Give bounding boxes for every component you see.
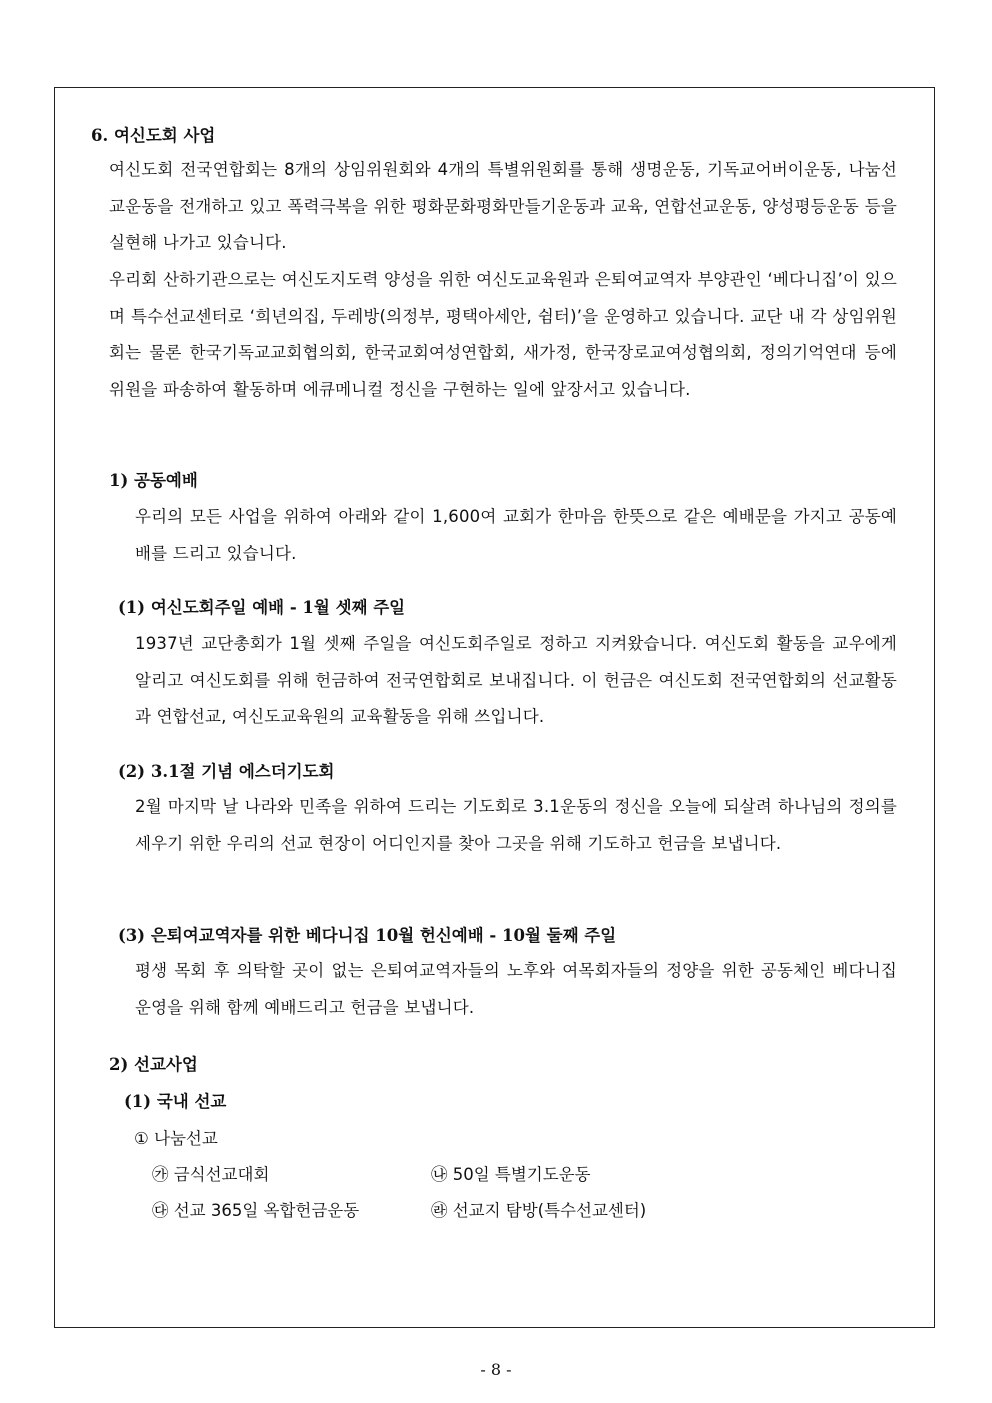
section-paragraph-1: 여신도회 전국연합회는 8개의 상임위원회와 4개의 특별위원회를 통해 생명운동, 기독교어버이운동, 나눔선교운동을 전개하고 있고 폭력극복을 위한 평화문화평화만들기운동과 교육, 연합선교운동, 양성평등운동 등을 실현해 나가고 있습니다. bbox=[109, 160, 897, 252]
worship-intro: 우리의 모든 사업을 위하여 아래와 같이 1,600여 교회가 한마음 한뜻으로 같은 예배문을 가지고 공동예배를 드리고 있습니다. bbox=[135, 507, 897, 563]
worship-item-3-title: (3) 은퇴여교역자를 위한 베다니집 10월 헌신예배 - 10월 둘째 주일 bbox=[118, 926, 617, 945]
mission-list-item-4: ㉱ 선교지 탐방(특수선교센터) bbox=[431, 1201, 647, 1220]
page-number: - 8 - bbox=[480, 1360, 512, 1379]
mission-title: 2) 선교사업 bbox=[109, 1055, 198, 1074]
worship-item-1-body: 1937년 교단총회가 1월 셋째 주일을 여신도회주일로 정하고 지켜왔습니다. 여신도회 활동을 교우에게 알리고 여신도회를 위해 헌금하여 전국연합회로 보내집니다. 이 헌금은 여신도회 전국연합회의 선교활동과 연합선교, 여신도교육원의 교육활동을 위해 쓰입니다. bbox=[135, 634, 897, 726]
mission-item-title: ① 나눔선교 bbox=[134, 1129, 218, 1148]
section-title: 6. 여신도회 사업 bbox=[91, 126, 216, 145]
mission-list-item-2: ㉯ 50일 특별기도운동 bbox=[431, 1165, 591, 1184]
mission-list-item-3: ㉰ 선교 365일 옥합헌금운동 bbox=[152, 1201, 360, 1220]
mission-subtitle: (1) 국내 선교 bbox=[124, 1092, 227, 1111]
mission-list-item-1: ㉮ 금식선교대회 bbox=[152, 1165, 270, 1184]
worship-item-2-title: (2) 3.1절 기념 에스더기도회 bbox=[118, 762, 335, 781]
worship-item-3-body: 평생 목회 후 의탁할 곳이 없는 은퇴여교역자들의 노후와 여목회자들의 정양을 위한 공동체인 베다니집 운영을 위해 함께 예배드리고 헌금을 보냅니다. bbox=[135, 961, 897, 1017]
section-paragraph-2: 우리회 산하기관으로는 여신도지도력 양성을 위한 여신도교육원과 은퇴여교역자 부양관인 ‘베다니집’이 있으며 특수선교센터로 ‘희년의집, 두레방(의정부, 평택아세안, 쉼터)’을 운영하고 있습니다. 교단 내 각 상임위원회는 물론 한국기독교교회협의회, 한국교회여성연합회, 새가정, 한국장로교여성협의회, 정의기억연대 등에 위원을 파송하여 활동하며 에큐메니컬 정신을 구현하는 일에 앞장서고 있습니다. bbox=[109, 270, 897, 399]
worship-title: 1) 공동예배 bbox=[109, 471, 198, 490]
worship-item-2-body: 2월 마지막 날 나라와 민족을 위하여 드리는 기도회로 3.1운동의 정신을 오늘에 되살려 하나님의 정의를 세우기 위한 우리의 선교 현장이 어디인지를 찾아 그곳을 위해 기도하고 헌금을 보냅니다. bbox=[135, 797, 897, 853]
worship-item-1-title: (1) 여신도회주일 예배 - 1월 셋째 주일 bbox=[118, 598, 406, 617]
